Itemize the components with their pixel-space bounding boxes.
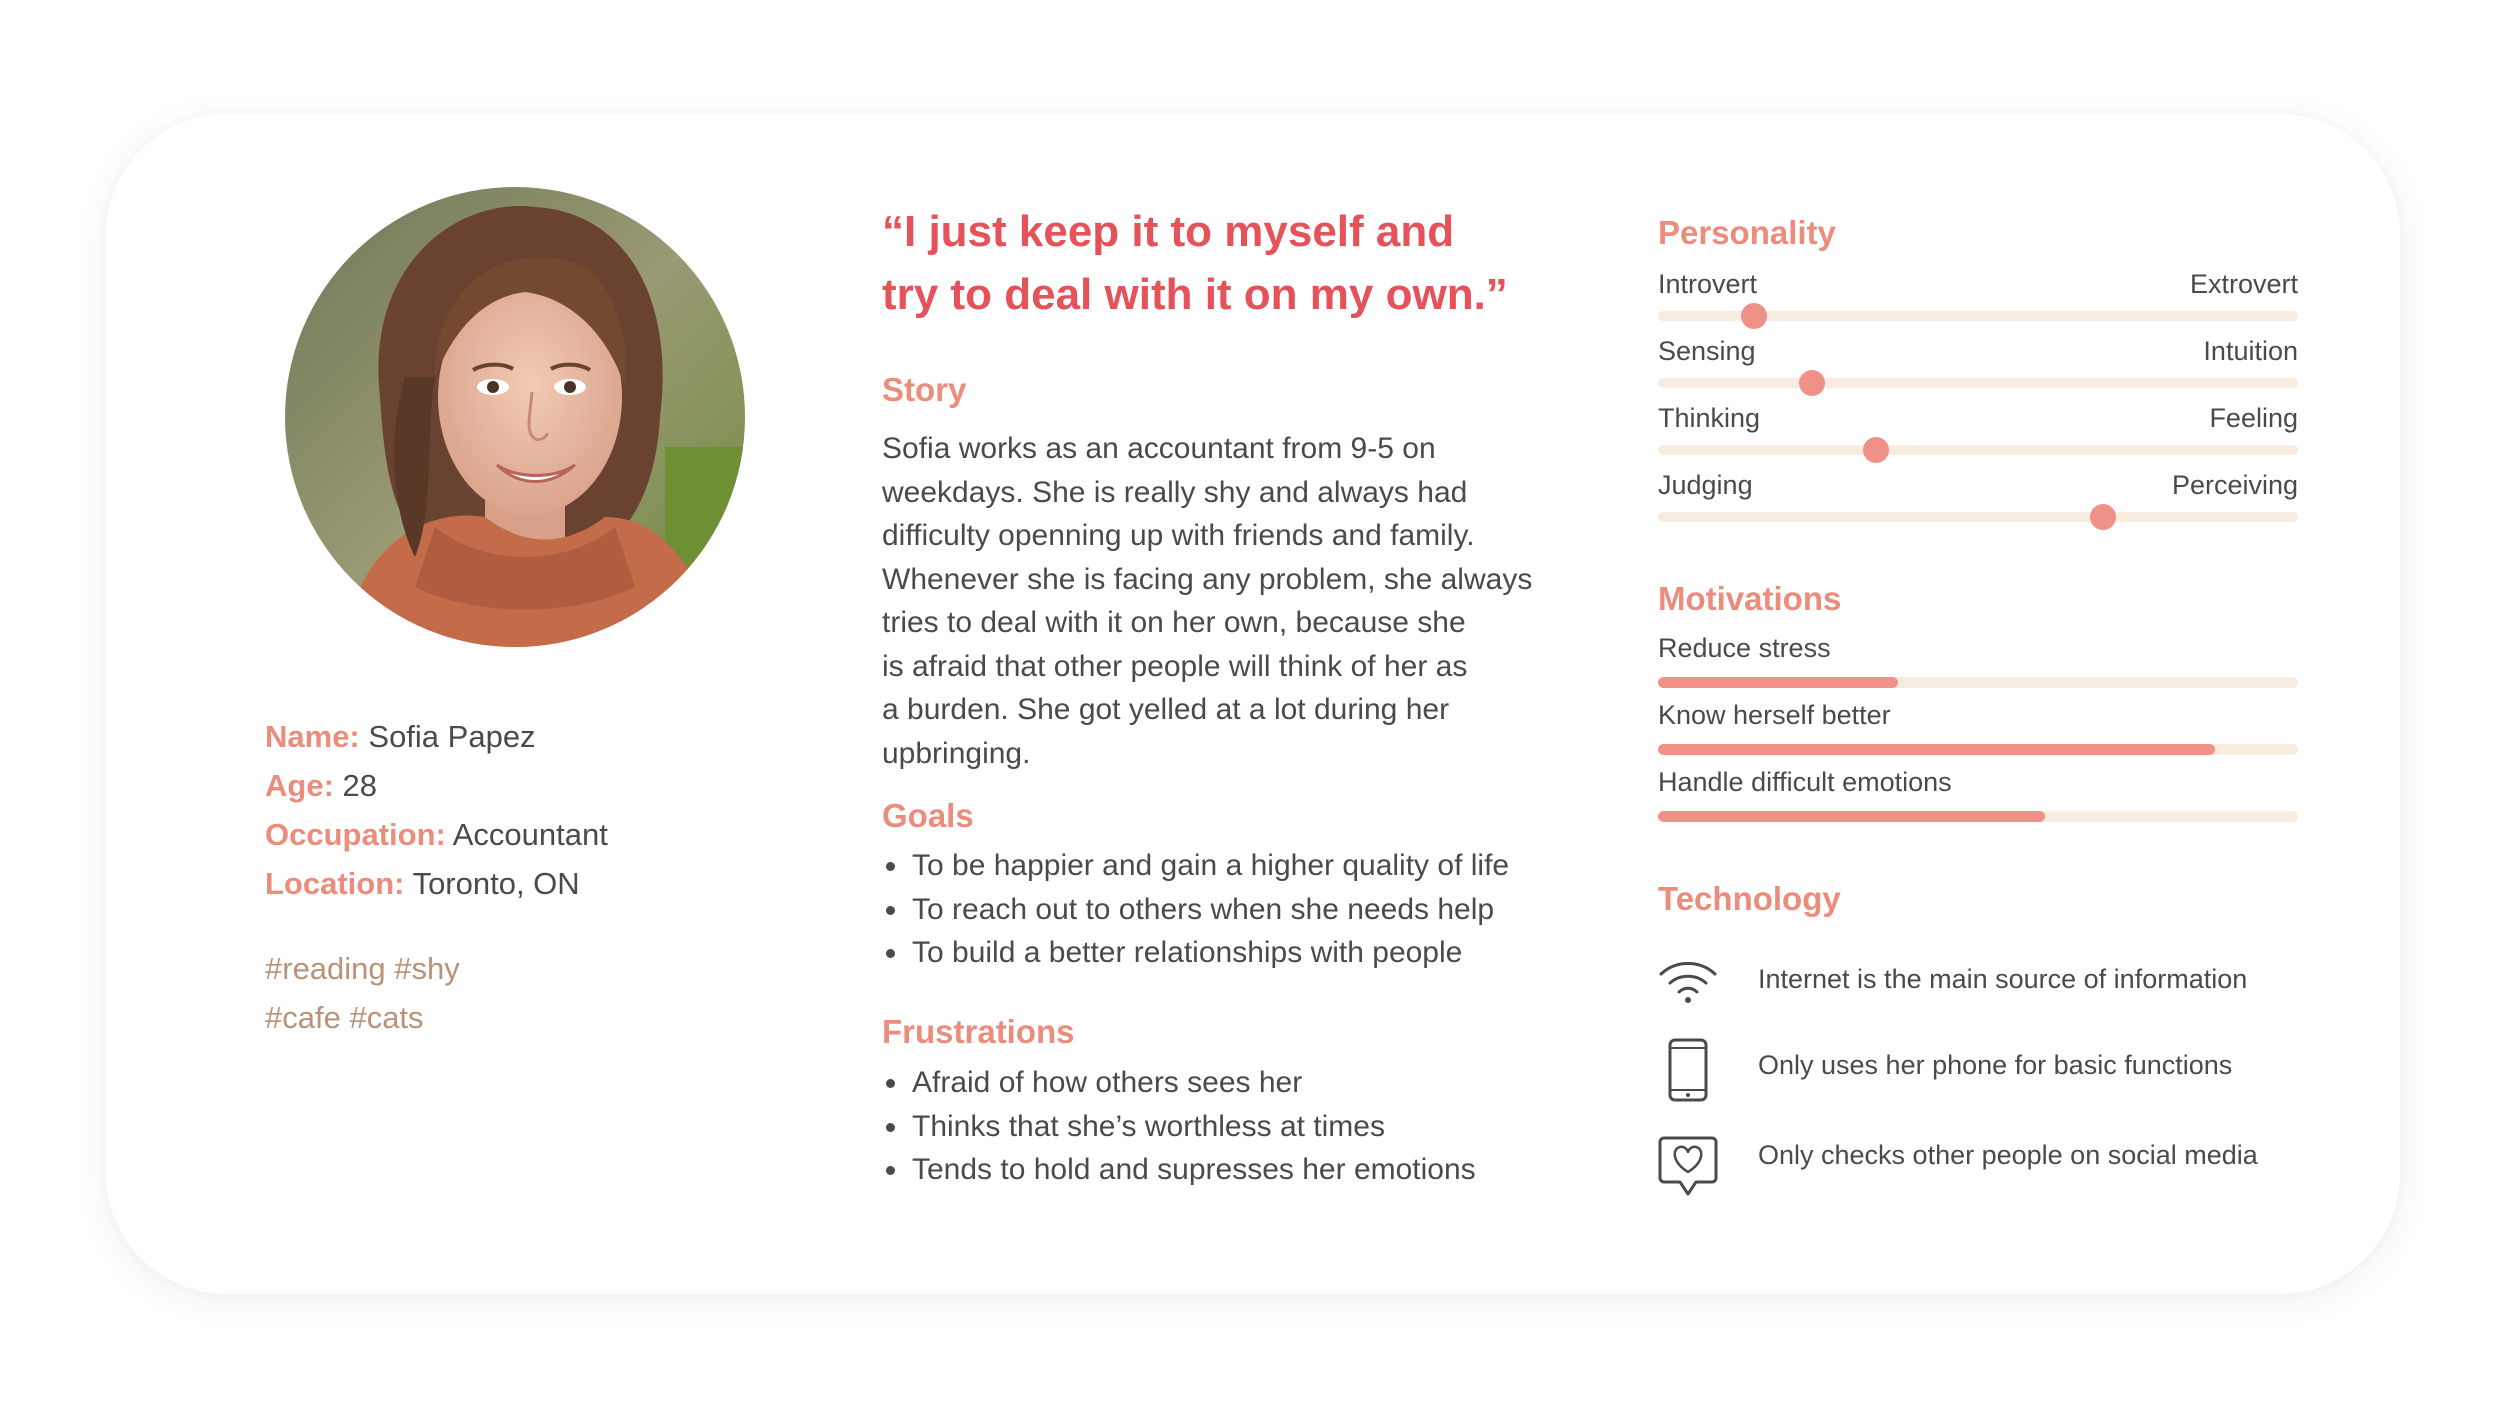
- scale-right-label: Perceiving: [2171, 470, 2298, 500]
- avatar: [285, 187, 745, 647]
- scale-track: [1658, 512, 2298, 522]
- technology-item: [1658, 1134, 2298, 1204]
- scale-left-label: Introvert: [1658, 269, 1758, 299]
- technology-item: [1658, 1038, 2298, 1108]
- scale-left-label: Judging: [1658, 470, 1753, 500]
- goals-heading: Goals: [882, 797, 974, 834]
- scale-left-label: Thinking: [1658, 403, 1761, 433]
- frustration-item: Tends to hold and supresses her emotions: [882, 1148, 1476, 1192]
- name-row: [265, 712, 608, 761]
- goal-item: To reach out to others when she needs help: [882, 888, 1509, 932]
- story-line: Whenever she is facing any problem, she always: [882, 562, 1533, 596]
- scale-marker: [2090, 504, 2116, 530]
- story-line: weekdays. She is really shy and always had: [882, 475, 1468, 509]
- frustration-item: Afraid of how others sees her: [882, 1061, 1476, 1105]
- story-line: upbringing.: [882, 736, 1031, 770]
- hashtag-line: #cafe #cats: [265, 1000, 424, 1035]
- motivation-track: [1658, 811, 2298, 822]
- story-line: tries to deal with it on her own, because she: [882, 606, 1466, 639]
- scale-marker: [1863, 437, 1889, 463]
- scale-track: [1658, 311, 2298, 321]
- social-heart-icon: [1658, 1134, 1718, 1204]
- quote-line: try to deal with it on my own.”: [882, 270, 1508, 319]
- scale-right-label: Feeling: [2209, 403, 2298, 433]
- scale-left-label: Sensing: [1658, 336, 1756, 366]
- age-value: 28: [342, 768, 377, 803]
- location-value: Toronto, ON: [412, 866, 580, 901]
- scale-marker: [1799, 370, 1825, 396]
- personality-heading: Personality: [1658, 214, 1836, 251]
- age-row: [265, 761, 608, 810]
- location-row: [265, 859, 608, 908]
- goal-item: To build a better relationships with people: [882, 931, 1509, 975]
- goal-item: To be happier and gain a higher quality of life: [882, 844, 1509, 888]
- motivation-bar: [1658, 765, 2298, 825]
- frustration-item: Thinks that she’s worthless at times: [882, 1105, 1476, 1149]
- motivation-track: [1658, 677, 2298, 688]
- personality-scale: [1658, 334, 2298, 394]
- occupation-value: Accountant: [452, 817, 608, 852]
- hashtag-line: #reading #shy: [265, 951, 460, 986]
- name-value: Sofia Papez: [368, 719, 536, 754]
- story-line: Sofia works as an accountant from 9-5 on: [882, 432, 1436, 465]
- technology-text: Internet is the main source of information: [1758, 964, 2248, 994]
- story-line: a burden. She got yelled at a lot during her: [882, 693, 1450, 726]
- motivation-label: Reduce stress: [1658, 633, 1831, 663]
- motivations-heading: Motivations: [1658, 580, 1842, 617]
- story-text: [882, 427, 1582, 775]
- motivation-label: Know herself better: [1658, 700, 1891, 730]
- motivation-bar: [1658, 698, 2298, 758]
- scale-marker: [1741, 303, 1767, 329]
- story-line: difficulty openning up with friends and family.: [882, 519, 1475, 552]
- motivation-fill: [1658, 811, 2045, 822]
- technology-text: Only uses her phone for basic functions: [1758, 1050, 2233, 1080]
- name-label: Name:: [265, 719, 360, 754]
- story-heading: Story: [882, 371, 967, 408]
- technology-heading: Technology: [1658, 880, 1841, 917]
- personality-scale: [1658, 468, 2298, 528]
- frustrations-heading: Frustrations: [882, 1013, 1075, 1050]
- scale-right-label: Extrovert: [2189, 269, 2298, 299]
- quote-line: “I just keep it to myself and: [882, 207, 1455, 256]
- occupation-row: [265, 810, 608, 859]
- motivation-label: Handle difficult emotions: [1658, 767, 1952, 797]
- profile-info: [265, 712, 608, 908]
- scale-track: [1658, 378, 2298, 388]
- location-label: Location:: [265, 866, 405, 901]
- motivation-bar: [1658, 631, 2298, 691]
- motivation-track: [1658, 744, 2298, 755]
- age-label: Age:: [265, 768, 334, 803]
- motivation-fill: [1658, 677, 1898, 688]
- technology-item: [1658, 960, 2298, 1030]
- personality-scale: [1658, 267, 2298, 327]
- scale-track: [1658, 445, 2298, 455]
- occupation-label: Occupation:: [265, 817, 446, 852]
- goals-list: [882, 844, 1509, 975]
- scale-right-label: Intuition: [2203, 336, 2298, 366]
- phone-icon: [1658, 1038, 1718, 1108]
- frustrations-list: [882, 1061, 1476, 1192]
- wifi-icon: [1658, 960, 1718, 1030]
- story-line: is afraid that other people will think of her as: [882, 649, 1468, 683]
- personality-scale: [1658, 401, 2298, 461]
- technology-text: Only checks other people on social media: [1758, 1140, 2258, 1170]
- motivation-fill: [1658, 744, 2215, 755]
- persona-quote: [882, 200, 1582, 326]
- hashtags: [265, 944, 460, 1042]
